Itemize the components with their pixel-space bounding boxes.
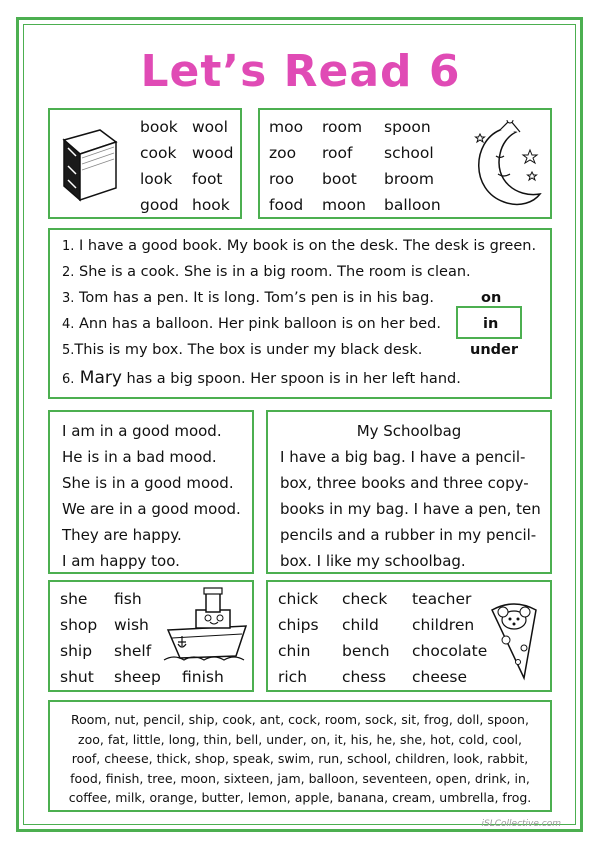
word: finish [182,668,224,686]
schoolbag-line: box. I like my schoolbag. [280,552,466,570]
word: wool [192,118,228,136]
sentence-5: 5.This is my box. The box is under my black desk. [62,342,423,358]
sh-words-box [48,580,254,692]
watermark: iSLCollective.com [481,819,561,829]
page-title: Let’s Read 6 [140,46,461,97]
preposition-under: under [470,342,519,358]
word: shop [60,616,98,634]
preposition-on: on [481,290,502,306]
schoolbag-line: I have a big bag. I have a pencil- [280,448,526,466]
word: rich [278,668,308,686]
sentence-6: 6. Mary has a big spoon. Her spoon is in her left hand. [62,368,461,388]
word: child [342,616,379,634]
schoolbag-line: books in my bag. I have a pen, ten [280,500,541,518]
vocabulary-box [48,700,552,812]
word: chess [342,668,387,686]
sleeping-moon-icon [460,120,546,212]
word: boot [322,170,357,188]
oo-words-box-2 [258,108,552,219]
word: teacher [412,590,472,608]
vocab-line: coffee, milk, orange, butter, lemon, apple, banana, cream, umbrella, frog. [68,790,532,805]
word: room [322,118,363,136]
book-icon [56,126,122,202]
word: moo [269,118,304,136]
schoolbag-line: box, three books and three copy- [280,474,529,492]
word: look [140,170,173,188]
word: chocolate [412,642,488,660]
vocab-line: zoo, fat, little, long, thin, bell, under, on, it, his, he, she, hot, cold, cool, [78,731,522,747]
word: hook [192,196,230,214]
word: shelf [114,642,152,660]
word: broom [384,170,434,188]
word: check [342,590,388,608]
word: school [384,144,434,162]
word: spoon [384,118,431,136]
word: shut [60,668,94,686]
vocabulary-list [60,710,540,808]
word: roo [269,170,294,188]
schoolbag-heading: My Schoolbag [356,422,462,440]
preposition-in: in [483,316,499,332]
cheese-mouse-icon [484,596,546,682]
mood-line: She is in a good mood. [62,474,234,492]
word: she [60,590,88,608]
word: good [140,196,179,214]
word: foot [192,170,223,188]
word: bench [342,642,390,660]
ch-words-box [266,580,552,692]
vocab-line: roof, cheese, thick, shop, speak, swim, run, school, children, look, rabbit, [71,751,529,766]
vocab-line: Room, nut, pencil, ship, cook, ant, cock, room, sock, sit, frog, doll, spoon, [71,712,529,727]
schoolbag-line: pencils and a rubber in my pencil- [280,526,537,544]
mood-line: I am happy too. [62,552,180,570]
word: roof [322,144,353,162]
word: moon [322,196,366,214]
vocab-line: food, finish, tree, moon, sixteen, jam, balloon, seventeen, open, drink, in, [70,770,530,786]
word: children [412,616,475,634]
preposition-answer-box [456,306,522,339]
sentence-1: 1. I have a good book. My book is on the desk. The desk is green. [62,238,537,254]
word: cheese [412,668,468,686]
mood-line: I am in a good mood. [62,422,222,440]
word: food [269,196,304,214]
word: ship [60,642,93,660]
word: cook [140,144,177,162]
sentence-4: 4. Ann has a balloon. Her pink balloon is on her bed. [62,316,441,332]
word: balloon [384,196,441,214]
mood-line: We are in a good mood. [62,500,241,518]
oo-words-box-1 [48,108,242,219]
word: wish [114,616,149,634]
mood-box [48,410,254,574]
word: zoo [269,144,297,162]
word: chick [278,590,319,608]
sentence-2: 2. She is a cook. She is in a big room. The room is clean. [62,264,471,280]
mood-line: They are happy. [62,526,182,544]
ship-icon [162,586,252,664]
schoolbag-box [266,410,552,574]
word: wood [192,144,234,162]
word: chin [278,642,311,660]
word: fish [114,590,142,608]
sentence-3: 3. Tom has a pen. It is long. Tom’s pen is in his bag. [62,290,434,306]
word: book [140,118,178,136]
word: sheep [114,668,161,686]
word: chips [278,616,319,634]
mood-line: He is in a bad mood. [62,448,217,466]
